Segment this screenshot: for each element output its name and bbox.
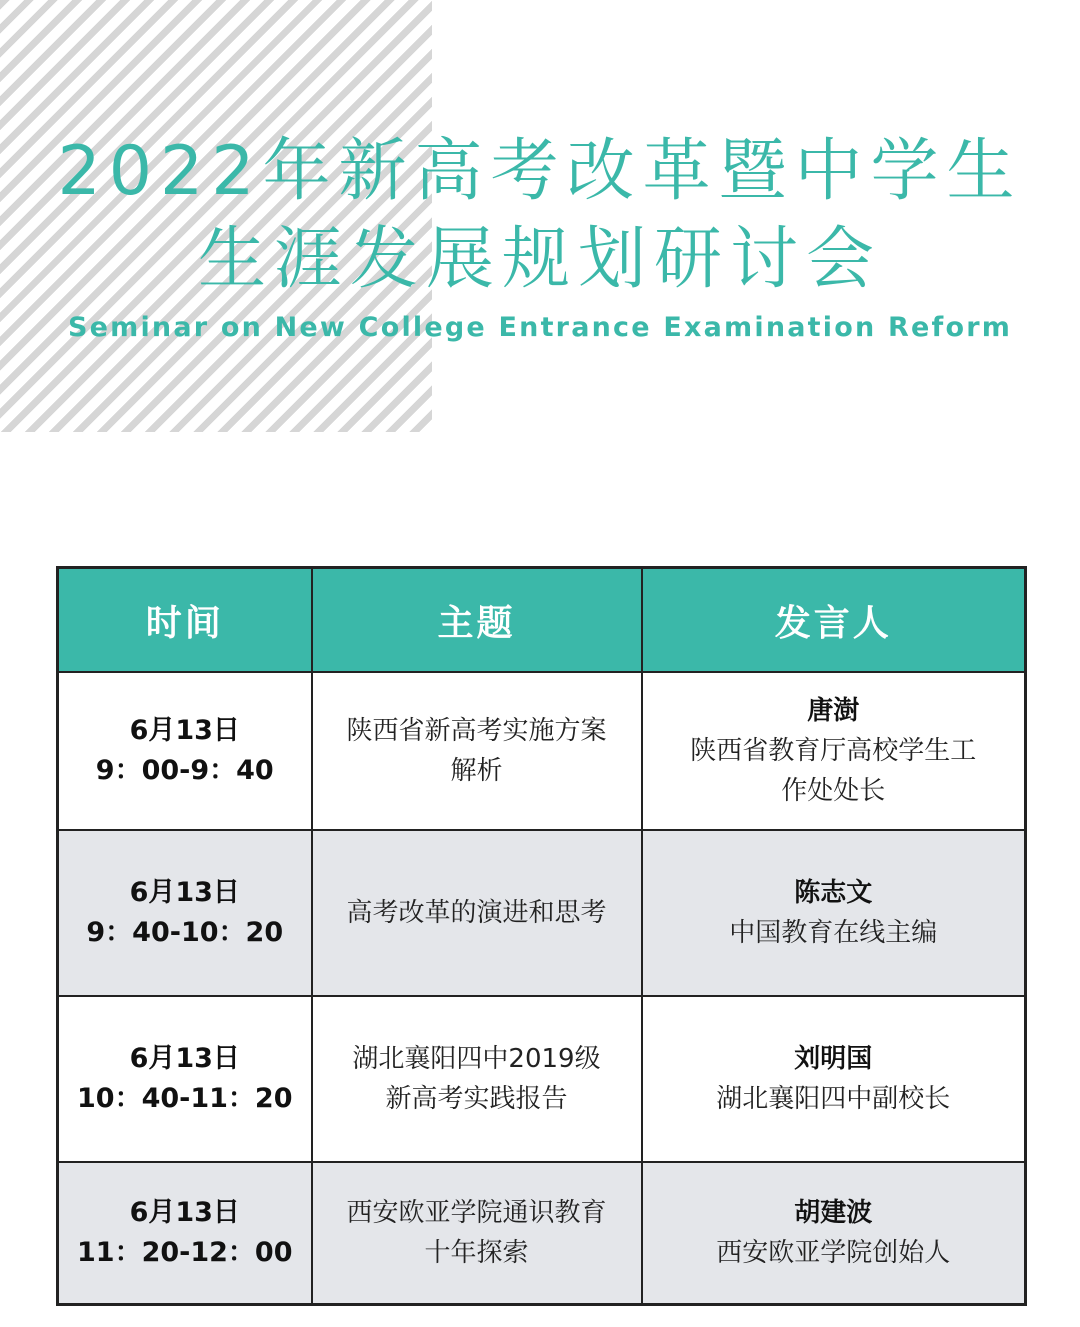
speaker-cell — [642, 672, 1026, 830]
session-time: 11：20-12：00 — [77, 1236, 293, 1268]
table-row — [58, 1162, 1026, 1304]
schedule-table — [56, 566, 1027, 1306]
header-speaker: 发言人 — [642, 568, 1026, 673]
topic-cell — [312, 830, 642, 996]
topic-cell — [312, 672, 642, 830]
time-cell — [58, 1162, 312, 1304]
table-header-row — [58, 568, 1026, 673]
session-time: 10：40-11：20 — [77, 1083, 293, 1114]
page-title-line-1: 2022年新高考改革暨中学生 — [57, 132, 1023, 211]
page-subtitle: Seminar on New College Entrance Examination Reform — [67, 312, 1013, 343]
topic-line: 陕西省新高考实施方案 — [346, 716, 607, 746]
topic-line: 新高考实践报告 — [385, 1084, 568, 1114]
header-topic: 主题 — [312, 568, 642, 673]
striped-background-pattern — [0, 0, 432, 432]
table-row — [58, 996, 1026, 1162]
page-title-line-2: 生涯发展规划研讨会 — [197, 220, 882, 299]
speaker-cell — [642, 830, 1026, 996]
speaker-role-line: 湖北襄阳四中副校长 — [716, 1084, 951, 1114]
session-date: 6月13日 — [129, 877, 240, 908]
session-date: 6月13日 — [129, 1196, 240, 1228]
time-cell — [58, 996, 312, 1162]
speaker-role-line: 中国教育在线主编 — [729, 918, 938, 948]
topic-line: 高考改革的演进和思考 — [346, 898, 607, 928]
speaker-name: 胡建波 — [794, 1197, 873, 1228]
speaker-name: 陈志文 — [794, 878, 873, 908]
topic-cell — [312, 996, 642, 1162]
topic-line: 十年探索 — [424, 1237, 529, 1268]
speaker-role-line: 陕西省教育厅高校学生工 — [690, 736, 977, 766]
time-cell — [58, 672, 312, 830]
topic-line: 西安欧亚学院通识教育 — [346, 1197, 607, 1228]
session-time: 9：40-10：20 — [86, 917, 284, 948]
speaker-role-line: 作处处长 — [781, 776, 886, 806]
topic-cell — [312, 1162, 642, 1304]
topic-line: 湖北襄阳四中2019级 — [352, 1044, 601, 1074]
header-time: 时间 — [58, 568, 312, 673]
speaker-name: 刘明国 — [794, 1044, 873, 1074]
time-cell — [58, 830, 312, 996]
speaker-role-line: 西安欧亚学院创始人 — [716, 1237, 951, 1268]
table-row — [58, 672, 1026, 830]
session-date: 6月13日 — [129, 1043, 240, 1074]
table-row — [58, 830, 1026, 996]
session-date: 6月13日 — [129, 715, 240, 746]
topic-line: 解析 — [450, 756, 503, 786]
session-time: 9：00-9：40 — [95, 755, 274, 786]
speaker-cell — [642, 1162, 1026, 1304]
speaker-cell — [642, 996, 1026, 1162]
speaker-name: 唐澍 — [807, 696, 860, 726]
